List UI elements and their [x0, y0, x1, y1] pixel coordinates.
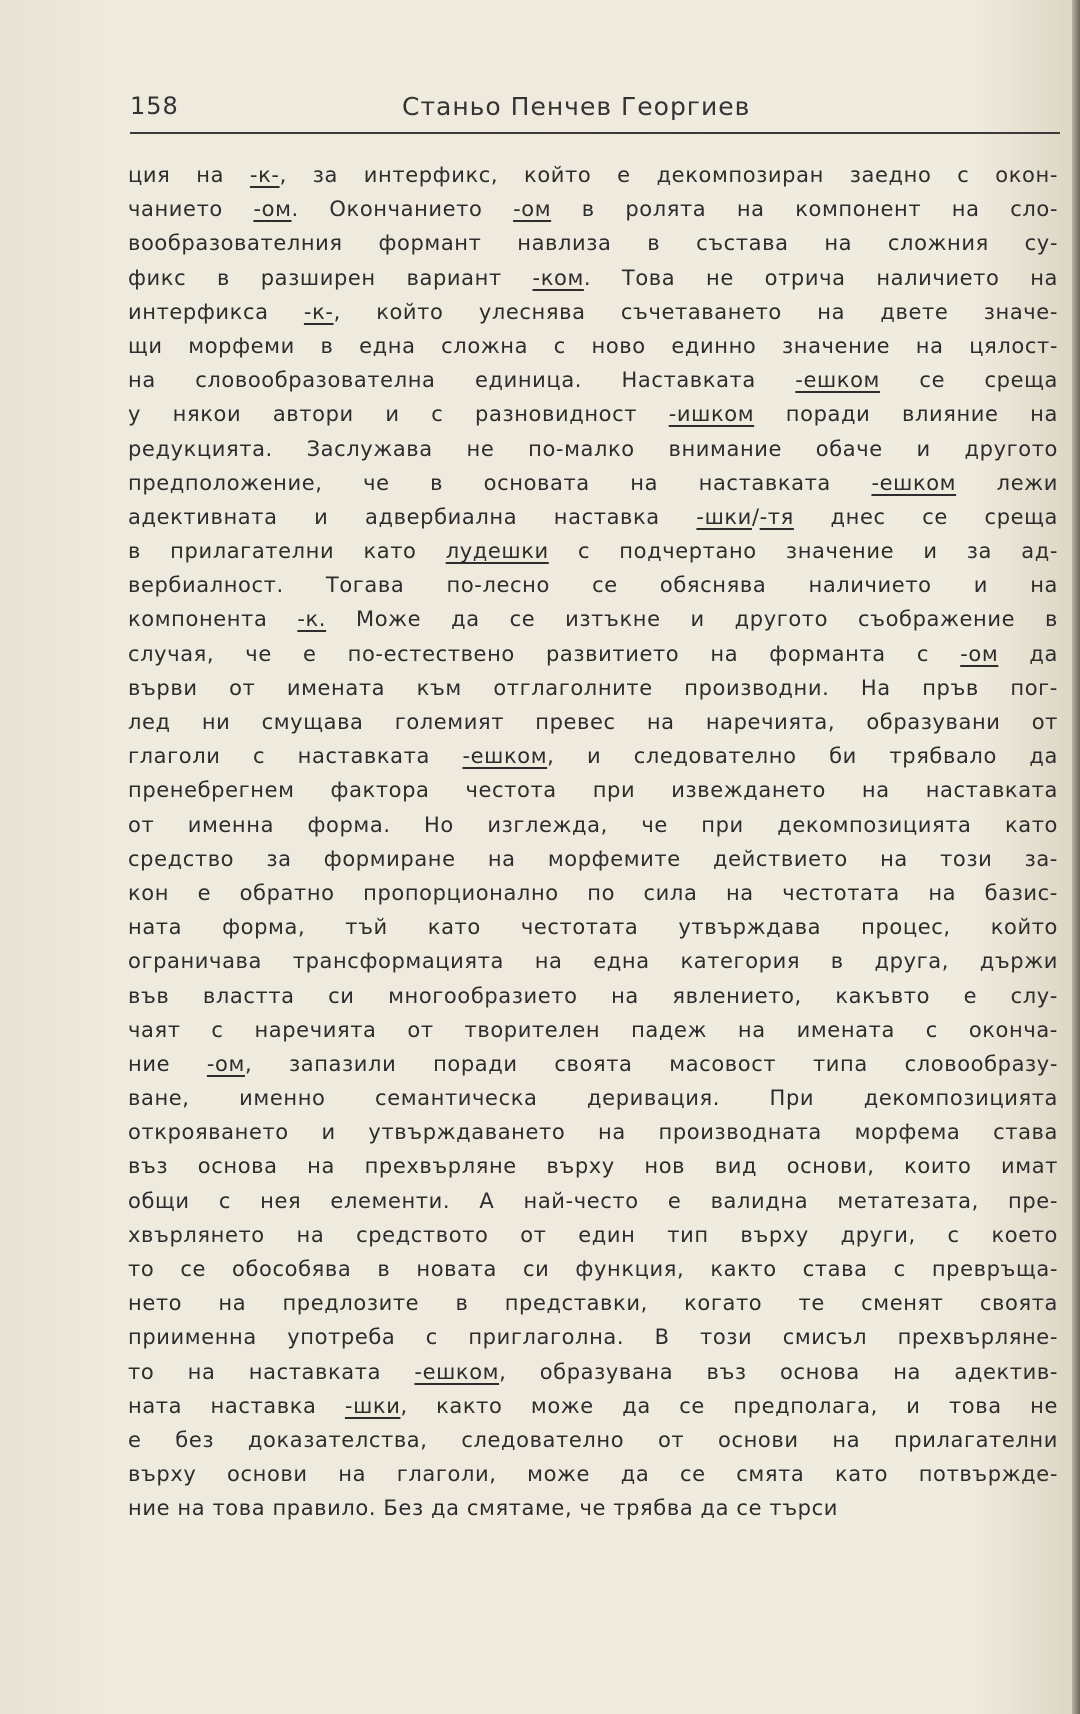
- text-run: ние на това правило. Без да смятаме, че трябва да се търси: [128, 1496, 838, 1521]
- text-run: лежи: [956, 470, 1058, 495]
- page-edge-shadow: [1072, 0, 1080, 1714]
- text-run: редукцията. Заслужава не по-малко внимание обаче и другото: [128, 436, 1058, 461]
- text-line: [128, 739, 1058, 773]
- text-run: днес се среща: [793, 504, 1058, 529]
- text-run: в ролята на компонент на сло-: [551, 197, 1058, 222]
- underlined-morpheme: -ишком: [668, 402, 755, 427]
- text-line: [128, 1423, 1058, 1457]
- underlined-morpheme: -шки: [696, 504, 752, 529]
- text-run: у някои автори и с разновидност: [128, 402, 669, 427]
- text-run: адективната и адвербиална наставка: [128, 504, 697, 529]
- text-run: . Това не отрича наличието на: [583, 265, 1058, 290]
- underlined-morpheme: -ешком: [871, 470, 957, 495]
- text-run: средство за формиране на морфемите действието на този за-: [128, 846, 1058, 871]
- text-line: [128, 1013, 1058, 1047]
- page-number: 158: [130, 92, 179, 120]
- text-run: случая, че е по-естествено развитието на форманта с: [128, 641, 961, 666]
- text-line: [128, 876, 1058, 910]
- text-line: [128, 1081, 1058, 1115]
- underlined-morpheme: -шки: [344, 1393, 401, 1418]
- text-line: [128, 1491, 1058, 1525]
- text-run: предположение, че в основата на наставката: [128, 470, 872, 495]
- text-run: кон е обратно пропорционално по сила на честотата на базис-: [128, 880, 1058, 905]
- text-line: [128, 910, 1058, 944]
- text-run: /: [751, 504, 760, 529]
- text-run: то се обособява в новата си функция, както става с превръща-: [128, 1257, 1058, 1281]
- underlined-morpheme: -тя: [759, 504, 794, 529]
- text-line: [128, 568, 1058, 602]
- text-line: [128, 226, 1058, 260]
- page-header: [130, 88, 1060, 134]
- text-line: [128, 397, 1058, 431]
- text-run: на словообразователна единица. Наставката: [128, 368, 796, 393]
- text-run: ване, именно семантическа деривация. При декомпозицията: [128, 1086, 1058, 1111]
- underlined-morpheme: -к.: [297, 607, 327, 632]
- text-run: , който улеснява съчетаването на двете значе-: [333, 299, 1058, 324]
- text-run: компонента: [128, 607, 298, 632]
- underlined-morpheme: -ешком: [414, 1359, 500, 1384]
- text-line: [128, 705, 1058, 739]
- text-run: фикс в разширен вариант: [128, 265, 533, 290]
- underlined-morpheme: -ешком: [462, 744, 548, 769]
- text-run: вербиалност. Тогава по-лесно се обяснява наличието и на: [128, 573, 1058, 598]
- text-run: с подчертано значение и за ад-: [548, 539, 1058, 564]
- text-run: , запазили поради своята масовост типа словообразу-: [244, 1051, 1058, 1076]
- body-text: [128, 158, 1058, 1526]
- text-run: да: [998, 641, 1058, 666]
- text-run: глаголи с наставката: [128, 744, 463, 769]
- text-line: [128, 637, 1058, 671]
- text-run: поради влияние на: [754, 402, 1058, 427]
- underlined-morpheme: -к-: [303, 299, 334, 324]
- text-line: [128, 671, 1058, 705]
- text-run: ограничава трансформацията на една категория в друга, държи: [128, 949, 1058, 974]
- text-run: е без доказателства, следователно от основи на прилагателни: [128, 1427, 1058, 1452]
- text-run: се среща: [879, 368, 1058, 393]
- text-line: [128, 808, 1058, 842]
- text-run: . Окончанието: [291, 197, 514, 222]
- text-run: открояването и утвърждаването на производната морфема става: [128, 1120, 1058, 1145]
- text-line: [128, 1286, 1058, 1320]
- text-line: [128, 1252, 1058, 1286]
- text-line: [128, 432, 1058, 466]
- text-line: [128, 1047, 1058, 1081]
- text-run: , образувана въз основа на адектив-: [499, 1359, 1058, 1384]
- text-line: [128, 1184, 1058, 1218]
- underlined-morpheme: -ом: [513, 197, 552, 222]
- text-line: [128, 1355, 1058, 1389]
- text-line: [128, 158, 1058, 192]
- text-line: [128, 842, 1058, 876]
- text-run: , и следователно би трябвало да: [547, 744, 1058, 769]
- text-line: [128, 1218, 1058, 1252]
- underlined-morpheme: -ом: [960, 641, 999, 666]
- text-run: щи морфеми в една сложна с ново единно значение на цялост-: [128, 333, 1058, 358]
- underlined-morpheme: -к-: [249, 163, 280, 187]
- text-line: [128, 500, 1058, 534]
- text-run: лед ни смущава големият превес на наречията, образувани от: [128, 710, 1058, 734]
- text-line: [128, 192, 1058, 226]
- text-run: , както може да се предполага, и това не: [400, 1393, 1058, 1418]
- text-run: чанието: [128, 197, 254, 222]
- text-line: [128, 773, 1058, 807]
- text-line: [128, 1457, 1058, 1491]
- text-line: [128, 1320, 1058, 1354]
- text-line: [128, 534, 1058, 568]
- text-run: ние: [128, 1051, 207, 1076]
- text-run: общи с нея елементи. А най-често е валидна метатезата, пре-: [128, 1188, 1058, 1213]
- text-run: нето на предлозите в представки, когато те сменят своята: [128, 1291, 1058, 1316]
- text-line: [128, 944, 1058, 978]
- text-run: ната форма, тъй като честотата утвърждава процес, който: [128, 915, 1058, 940]
- text-run: чаят с наречията от творителен падеж на имената с оконча-: [128, 1017, 1058, 1042]
- text-run: върху основи на глаголи, може да се смята като потвържде-: [128, 1462, 1058, 1487]
- underlined-morpheme: -ом: [253, 197, 292, 222]
- text-line: [128, 363, 1058, 397]
- text-run: от именна форма. Но изглежда, че при декомпозицията като: [128, 812, 1058, 837]
- text-run: приименна употреба с приглаголна. В този смисъл прехвърляне-: [128, 1325, 1058, 1350]
- text-run: ция на: [128, 163, 250, 187]
- text-run: във властта си многообразието на явлението, какъвто е слу-: [128, 983, 1058, 1008]
- text-run: върви от имената към отглаголните производни. На пръв пог-: [128, 675, 1058, 700]
- underlined-morpheme: лудешки: [445, 539, 549, 564]
- text-line: [128, 261, 1058, 295]
- text-run: интерфикса: [128, 299, 304, 324]
- text-line: [128, 466, 1058, 500]
- text-line: [128, 329, 1058, 363]
- text-run: в прилагателни като: [128, 539, 446, 564]
- underlined-morpheme: -ешком: [795, 368, 880, 393]
- text-line: [128, 295, 1058, 329]
- text-line: [128, 1149, 1058, 1183]
- text-run: вообразователния формант навлиза в състава на сложния су-: [128, 231, 1058, 256]
- text-line: [128, 1389, 1058, 1423]
- text-line: [128, 1115, 1058, 1149]
- running-head-author: Станьо Пенчев Георгиев: [402, 92, 751, 121]
- text-line: [128, 979, 1058, 1013]
- text-run: ната наставка: [128, 1393, 345, 1418]
- text-run: , за интерфикс, който е декомпозиран заедно с окон-: [279, 163, 1058, 187]
- text-line: [128, 602, 1058, 636]
- text-run: то на наставката: [128, 1359, 415, 1384]
- text-run: хвърлянето на средството от един тип върху други, с което: [128, 1222, 1058, 1247]
- underlined-morpheme: -ом: [206, 1051, 245, 1076]
- underlined-morpheme: -ком: [532, 265, 584, 290]
- text-run: въз основа на прехвърляне върху нов вид основи, които имат: [128, 1154, 1058, 1179]
- text-run: Може да се изтъкне и другото съображение в: [326, 607, 1058, 632]
- text-run: пренебрегнем фактора честота при извеждането на наставката: [128, 778, 1058, 803]
